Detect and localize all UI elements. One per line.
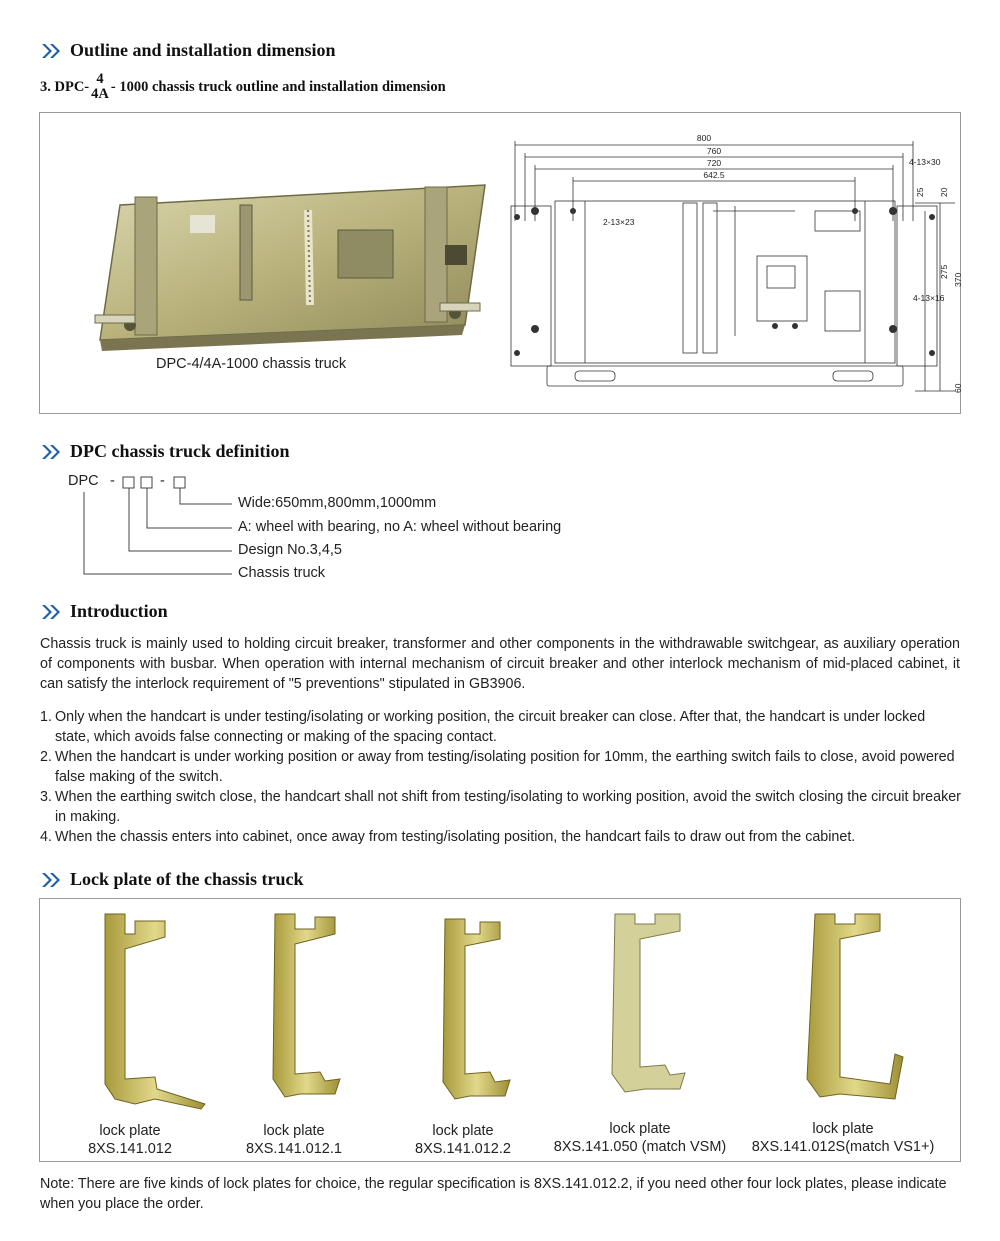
fraction-bottom: 4A <box>91 86 109 102</box>
double-chevron-icon <box>40 603 62 621</box>
outline-figure-box <box>39 112 961 414</box>
section-title-definition <box>40 441 290 462</box>
holes-slot-label: 2-13×23 <box>603 217 635 227</box>
installation-dimension-drawing <box>495 131 963 411</box>
section-title-text: Introduction <box>70 601 168 621</box>
dim-642-5: 642.5 <box>703 170 725 180</box>
fraction-top: 4 <box>96 71 104 87</box>
intro-paragraph: Chassis truck is mainly used to holding circuit breaker, transformer and other components in the withdrawable switchgear, as auxiliary operation of components with busbar. When operation with internal mechanism of circuit breaker and other interlock mechanism of mid-placed cabinet, it can satisfy the interlock requirement of "5 preventions" stipulated in GB3906. <box>40 636 960 692</box>
lock-plate-caption-3: lock plate 8XS.141.012.2 <box>415 1123 511 1157</box>
lock-plate-note: Note: There are five kinds of lock plates for choice, the regular specification is 8XS.141.012.2, if you need other four lock plates, please indicate when you place the order. <box>40 1176 947 1212</box>
model-fraction <box>91 72 109 102</box>
lock-plate-image-1 <box>95 909 205 1119</box>
list-item: 3. When the earthing switch close, the handcart shall not shift from testing/isolating to working position, avoid the switch closing the circuit breaker in making. <box>40 789 961 825</box>
holes-top-label: 4-13×30 <box>909 157 941 167</box>
lock-plate-image-4 <box>600 909 710 1104</box>
dim-720: 720 <box>706 158 722 168</box>
double-chevron-icon <box>40 42 62 60</box>
dim-800: 800 <box>696 133 712 143</box>
holes-bottom-label: 4-13×16 <box>913 293 945 303</box>
list-item: 1. Only when the handcart is under testing/isolating or working position, the circuit breaker can close. After that, the handcart is under locked state, which avoids false connecting or making of the spacing contact. <box>40 709 926 745</box>
lock-plate-caption-5: lock plate 8XS.141.012S(match VS1+) <box>751 1121 935 1155</box>
subtitle-suffix: - 1000 chassis truck outline and installation dimension <box>110 78 446 95</box>
double-chevron-icon <box>40 871 62 889</box>
lock-plate-caption-2: lock plate 8XS.141.012.1 <box>246 1123 342 1157</box>
definition-line-chassis: Chassis truck <box>238 565 326 581</box>
placeholder-box-3 <box>174 477 185 488</box>
dim-20: 20 <box>939 187 949 197</box>
section-title-outline <box>40 40 336 61</box>
definition-line-design: Design No.3,4,5 <box>238 542 342 558</box>
placeholder-box-2 <box>141 477 152 488</box>
double-chevron-icon <box>40 443 62 461</box>
placeholder-box-1 <box>123 477 134 488</box>
definition-dash-2: - <box>160 473 165 489</box>
lock-plate-caption-1: lock plate 8XS.141.012 <box>88 1123 172 1157</box>
section-title-text: Lock plate of the chassis truck <box>70 869 304 889</box>
photo-caption: DPC-4/4A-1000 chassis truck <box>156 356 347 372</box>
definition-leader-lines <box>60 470 250 580</box>
subtitle-prefix: 3. DPC- <box>40 78 90 95</box>
lock-plate-image-5 <box>795 909 925 1109</box>
dim-60: 60 <box>953 383 963 393</box>
dim-370: 370 <box>953 272 963 287</box>
definition-dash-1: - <box>110 473 115 489</box>
section-title-introduction <box>40 601 168 622</box>
lock-plate-image-3 <box>435 914 545 1109</box>
lock-plate-caption-4: lock plate 8XS.141.050 (match VSM) <box>553 1121 727 1155</box>
section-title-lock-plate <box>40 869 304 890</box>
definition-line-wheel: A: wheel with bearing, no A: wheel without bearing <box>238 519 562 535</box>
interlock-list <box>40 707 962 847</box>
dim-25: 25 <box>915 187 925 197</box>
list-item: 2. When the handcart is under working position or away from testing/isolating position for 10mm, the earthing switch fails to close, avoid powered false making of the switch. <box>40 749 955 785</box>
list-item: 4. When the chassis enters into cabinet, once away from testing/isolating position, the handcart fails to draw out from the cabinet. <box>40 829 856 845</box>
dim-760: 760 <box>706 146 722 156</box>
definition-line-wide: Wide:650mm,800mm,1000mm <box>238 495 437 511</box>
lock-plate-box <box>39 898 961 1162</box>
definition-code: DPC <box>68 473 99 489</box>
section-title-text: DPC chassis truck definition <box>70 441 290 461</box>
section-title-text: Outline and installation dimension <box>70 40 336 60</box>
dim-275: 275 <box>939 264 949 279</box>
outline-subtitle <box>40 72 446 102</box>
lock-plate-image-2 <box>265 909 375 1109</box>
